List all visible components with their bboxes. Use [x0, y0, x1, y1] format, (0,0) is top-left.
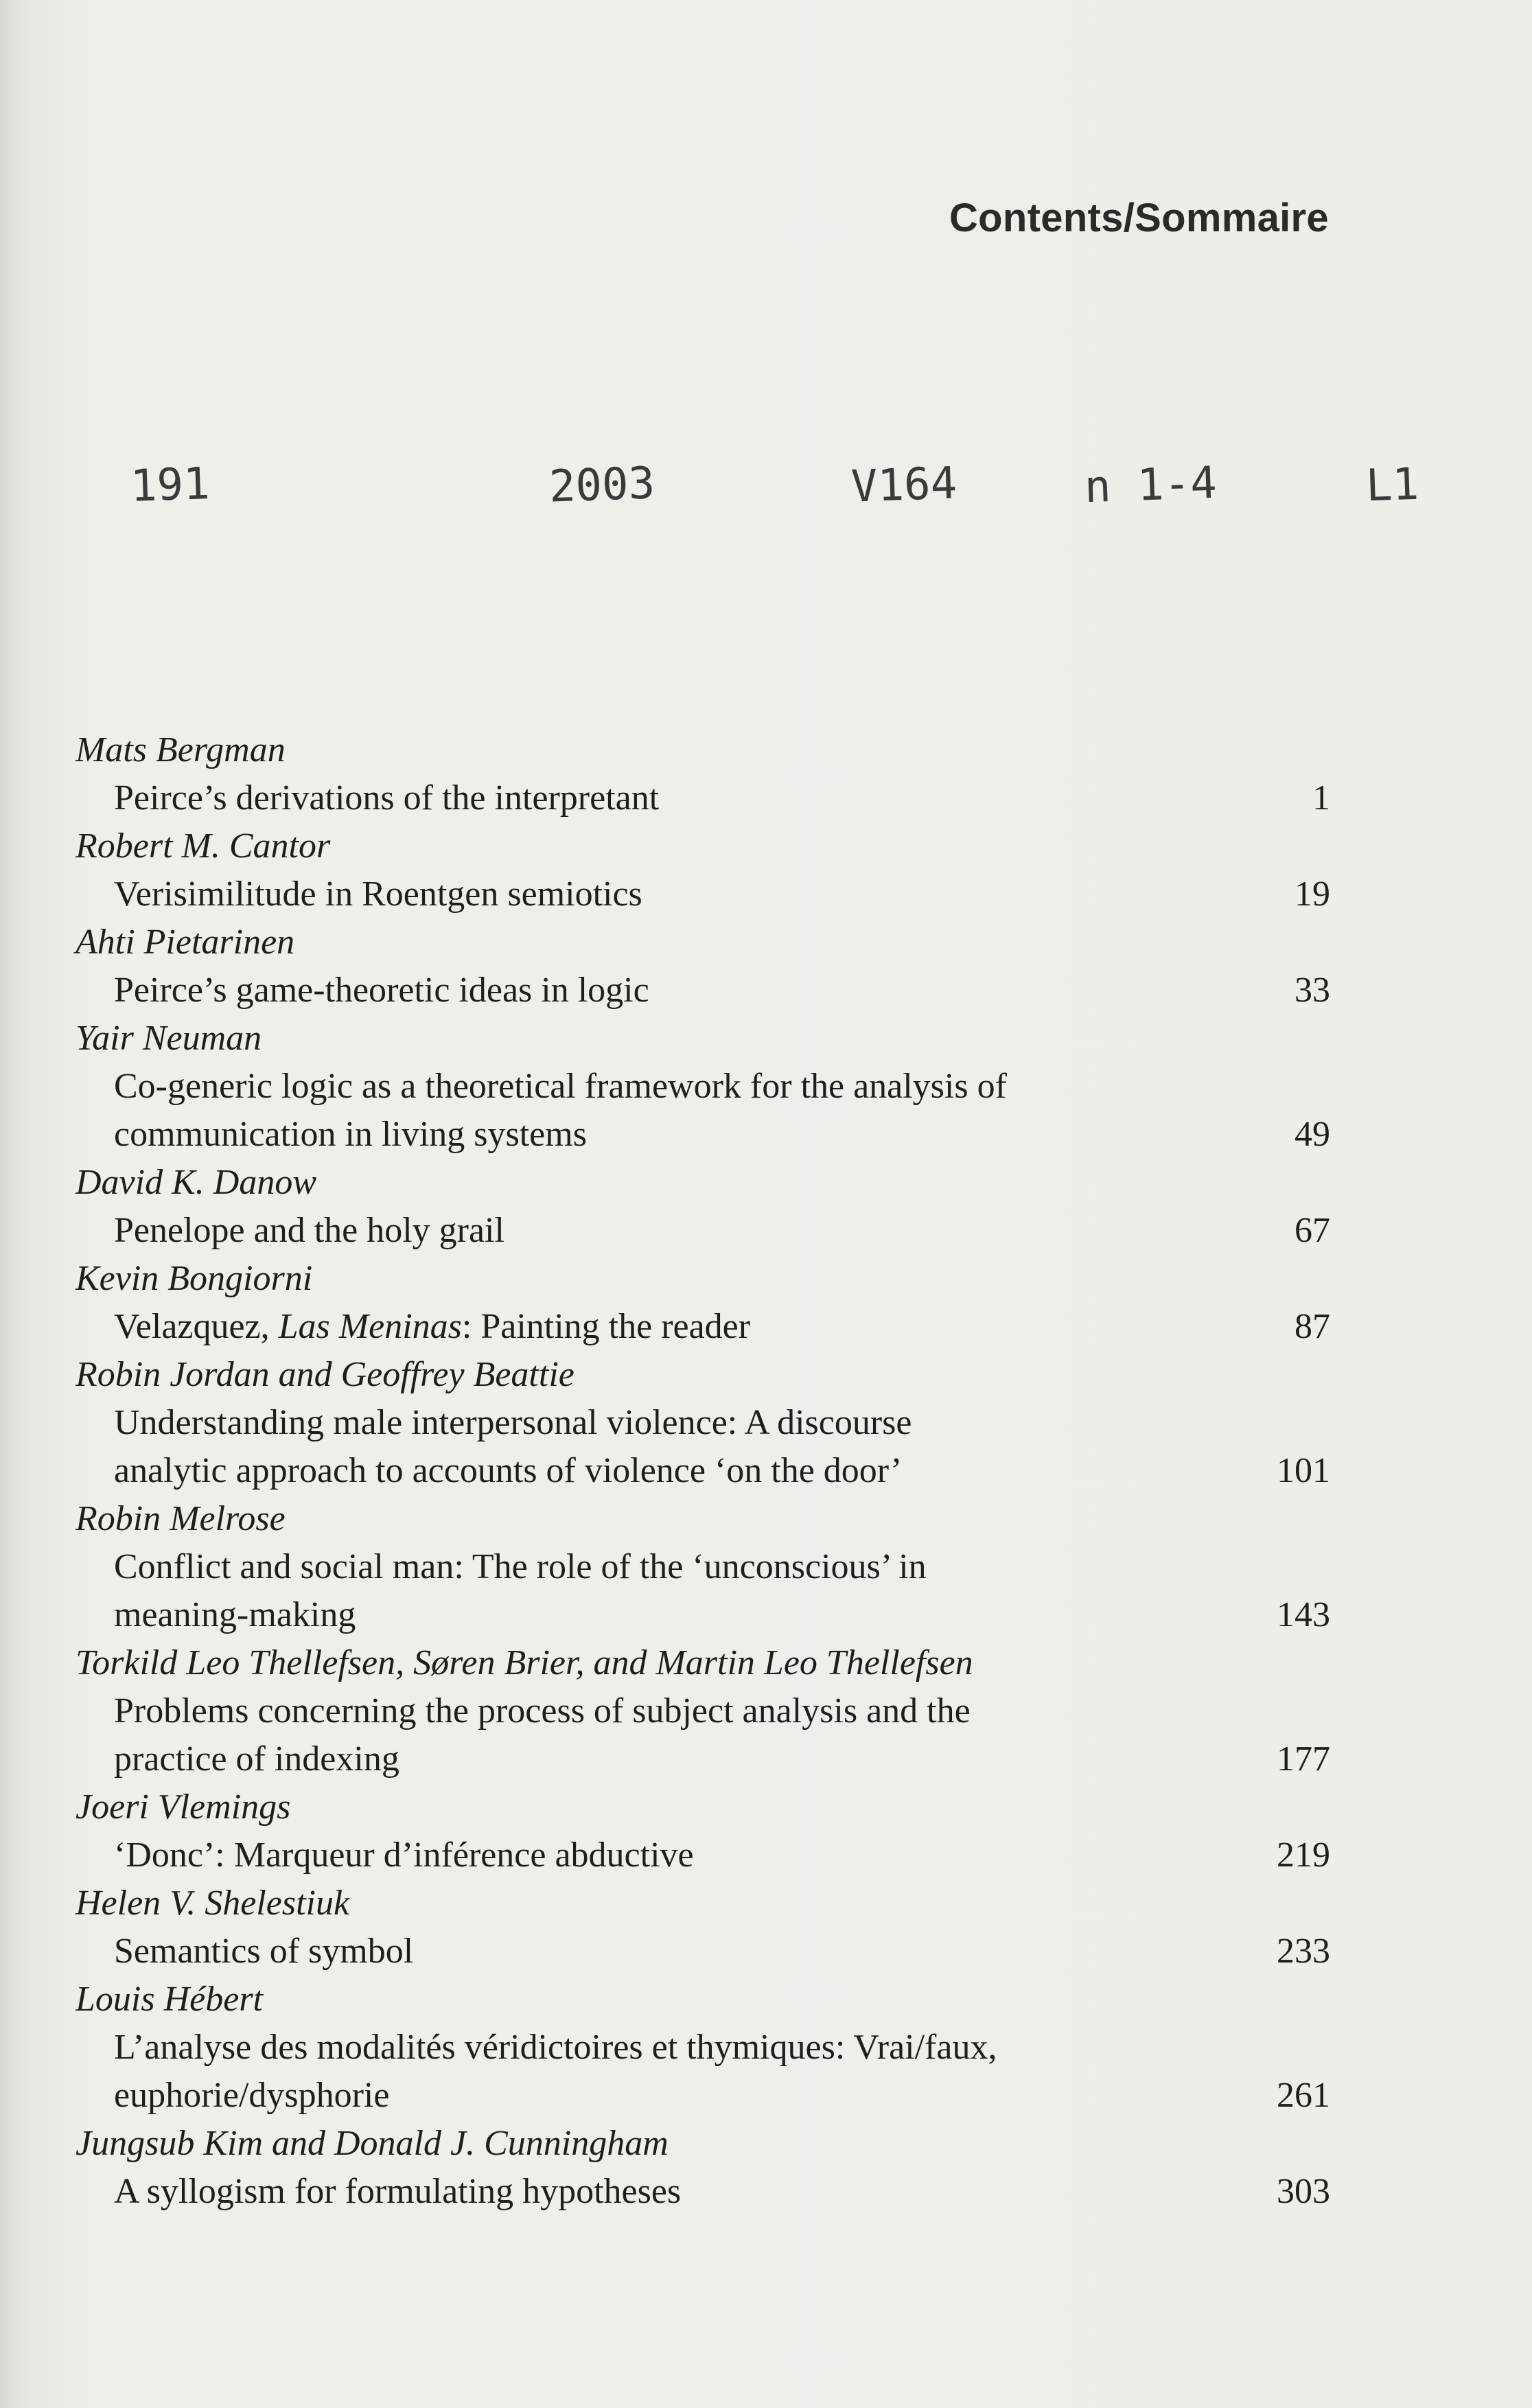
entry-title-continuation[interactable]: [74, 2072, 1330, 2120]
entry-page-number: 87: [1295, 1307, 1330, 1346]
entry-title[interactable]: [74, 774, 1330, 822]
entry-title-text: Velazquez,: [114, 1307, 279, 1346]
entry-title[interactable]: [74, 870, 1330, 918]
entry-page-number: 177: [1277, 1739, 1330, 1779]
entry-page-number: 219: [1277, 1836, 1330, 1875]
entry-page-number: 101: [1277, 1451, 1330, 1490]
entry-title[interactable]: [74, 1399, 1330, 1447]
entry-title[interactable]: [74, 1687, 1330, 1735]
entry-title[interactable]: [74, 1207, 1330, 1255]
entry-title-continuation[interactable]: [74, 1591, 1330, 1639]
handwritten-note: L1: [1365, 459, 1420, 512]
entry-title[interactable]: [74, 1063, 1330, 1111]
entry-title[interactable]: [74, 1303, 1330, 1351]
entry-page-number: 233: [1277, 1932, 1330, 1971]
entry-page-number: 19: [1295, 875, 1330, 914]
entry-page-number: 49: [1295, 1115, 1330, 1154]
entry-title[interactable]: [74, 2168, 1330, 2216]
entry-title-text: L’analyse des modalités véridictoires et thymiques: Vrai/faux,: [114, 2028, 997, 2067]
entry-authors: Ahti Pietarinen: [76, 923, 295, 962]
entry-authors: Joeri Vlemings: [76, 1787, 291, 1827]
entry-title-text: A syllogism for formulating hypotheses: [114, 2172, 682, 2211]
entry-title-text: Penelope and the holy grail: [114, 1211, 504, 1250]
entry-page-number: 1: [1312, 778, 1330, 818]
entry-authors: David K. Danow: [76, 1163, 316, 1202]
entry-authors: Louis Hébert: [76, 1980, 263, 2019]
entry-title[interactable]: [74, 1831, 1330, 1879]
entry-title-text: Peirce’s derivations of the interpretant: [114, 778, 660, 818]
entry-title-text: : Painting the reader: [461, 1307, 751, 1346]
entry-title-text: euphorie/dysphorie: [114, 2076, 390, 2115]
entry-authors: Mats Bergman: [76, 730, 286, 769]
entry-title-text: Semantics of symbol: [114, 1932, 414, 1971]
handwritten-note: n 1-4: [1083, 457, 1218, 513]
entry-title-italic: Las Meninas: [278, 1307, 462, 1346]
entry-page-number: 143: [1277, 1595, 1330, 1634]
entry-title[interactable]: [74, 1543, 1330, 1591]
entry-title-text: communication in living systems: [114, 1115, 587, 1154]
entry-title[interactable]: [74, 966, 1330, 1015]
entry-title-continuation[interactable]: [74, 1735, 1330, 1783]
entry-title-text: Conflict and social man: The role of the ‘unconscious’ in: [114, 1547, 927, 1586]
entry-title-text: Peirce’s game-theoretic ideas in logic: [114, 971, 649, 1010]
entry-authors: Helen V. Shelestiuk: [76, 1884, 350, 1923]
handwritten-note: 2003: [548, 458, 656, 513]
entry-title-text: Co-generic logic as a theoretical framework for the analysis of: [114, 1067, 1007, 1106]
entry-title[interactable]: [74, 1927, 1330, 1976]
page-title: Contents/Sommaire: [949, 196, 1329, 240]
entry-title[interactable]: [74, 2024, 1330, 2072]
entry-authors: Robin Jordan and Geoffrey Beattie: [76, 1355, 574, 1394]
entry-page-number: 261: [1277, 2076, 1330, 2115]
entry-authors: Robert M. Cantor: [76, 826, 331, 866]
entry-title-text: meaning-making: [114, 1595, 356, 1634]
entry-title-continuation[interactable]: [74, 1447, 1330, 1495]
entry-title-text: Verisimilitude in Roentgen semiotics: [114, 875, 642, 914]
handwritten-note: V164: [850, 458, 958, 513]
entry-authors: Yair Neuman: [76, 1019, 262, 1058]
entry-page-number: 67: [1295, 1211, 1330, 1250]
entry-authors: Jungsub Kim and Donald J. Cunningham: [76, 2124, 669, 2163]
entry-title-text: practice of indexing: [114, 1739, 399, 1779]
entry-title-text: Understanding male interpersonal violence: A discourse: [114, 1403, 912, 1442]
entry-title-text: ‘Donc’: Marqueur d’inférence abductive: [114, 1836, 694, 1875]
entry-title-continuation[interactable]: [74, 1111, 1330, 1159]
entry-page-number: 303: [1277, 2172, 1330, 2211]
entry-title-text: analytic approach to accounts of violence ‘on the door’: [114, 1451, 903, 1490]
entry-authors: Robin Melrose: [76, 1499, 286, 1538]
handwritten-note: 191: [129, 459, 211, 512]
entry-authors: Torkild Leo Thellefsen, Søren Brier, and Martin Leo Thellefsen: [76, 1643, 973, 1682]
entry-authors: Kevin Bongiorni: [76, 1259, 313, 1298]
table-of-contents: [74, 726, 1330, 2216]
entry-page-number: 33: [1295, 971, 1330, 1010]
entry-title-text: Problems concerning the process of subject analysis and the: [114, 1691, 971, 1730]
